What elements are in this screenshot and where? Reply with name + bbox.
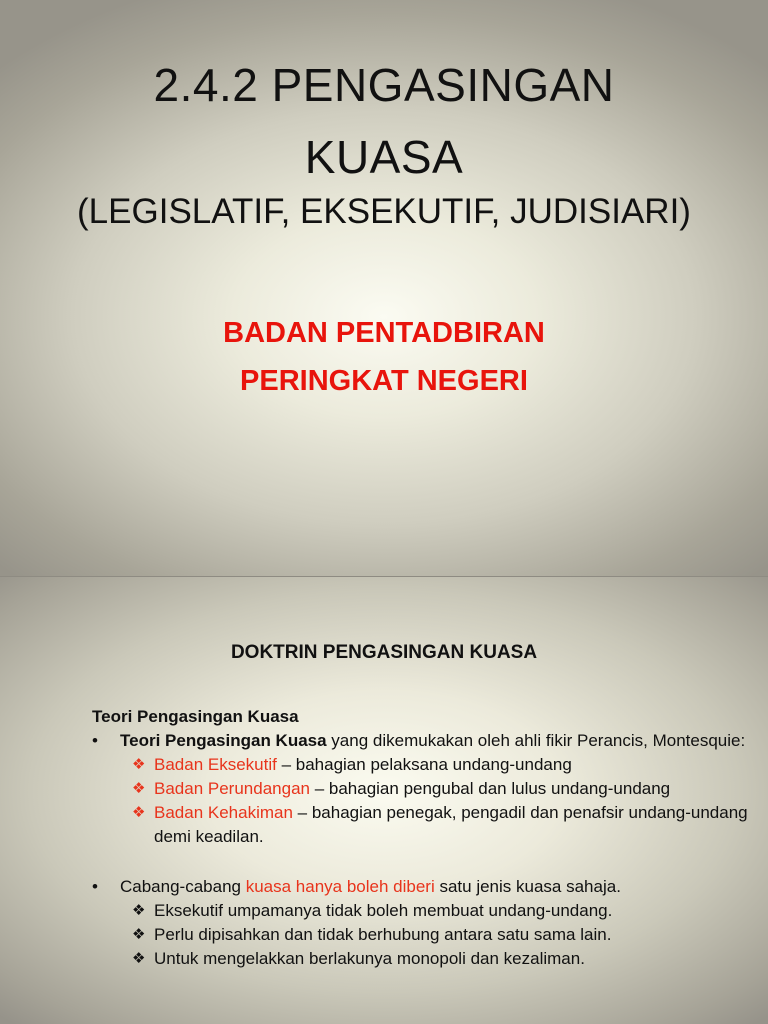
diamond-bullet-icon: ❖ xyxy=(132,926,146,943)
red-heading-line2: PERINGKAT NEGERI xyxy=(240,365,528,397)
slide-title-line1: 2.4.2 PENGASINGAN xyxy=(153,59,615,111)
bullet1-sublist xyxy=(92,753,752,849)
sub-item-text: Perlu dipisahkan dan tidak berhubung antara satu sama lain. xyxy=(154,925,612,944)
sub-item-text: Eksekutif umpamanya tidak boleh membuat undang-undang. xyxy=(154,901,613,920)
sub-item xyxy=(92,801,752,849)
sub-item-text: – bahagian penegak, pengadil dan penafsir undang-undang demi keadilan. xyxy=(154,803,748,846)
slide-subtitle: (LEGISLATIF, EKSEKUTIF, JUDISIARI) xyxy=(77,192,691,231)
sub-item xyxy=(92,923,752,947)
sub-item-highlight: Badan Perundangan xyxy=(154,779,310,798)
bullet2-highlight: kuasa hanya boleh diberi xyxy=(245,877,435,896)
bullet1-text: yang dikemukakan oleh ahli fikir Perancis, Montesquie: xyxy=(326,731,746,750)
sub-item-text: – bahagian pengubal dan lulus undang-undang xyxy=(309,779,671,798)
bullet2-text-after: satu jenis kuasa sahaja. xyxy=(434,877,621,896)
section-title: Teori Pengasingan Kuasa xyxy=(92,707,299,726)
bullet2-sublist xyxy=(92,899,752,971)
sub-item-text: Untuk mengelakkan berlakunya monopoli dan kezaliman. xyxy=(154,949,585,968)
slide-title-line2: KUASA xyxy=(304,131,464,183)
bullet2-text-before: Cabang-cabang xyxy=(120,877,246,896)
bullet-dot-icon: • xyxy=(92,877,98,896)
sub-item-highlight: Badan Eksekutif xyxy=(154,755,277,774)
sub-item xyxy=(92,753,752,777)
paragraph-gap xyxy=(92,849,752,875)
diamond-bullet-icon: ❖ xyxy=(132,902,146,919)
slide-body xyxy=(92,705,752,971)
sub-item xyxy=(92,777,752,801)
diamond-bullet-icon: ❖ xyxy=(132,780,146,797)
doctrine-heading: DOKTRIN PENGASINGAN KUASA xyxy=(230,642,538,663)
diamond-bullet-icon: ❖ xyxy=(132,756,146,773)
content-slide xyxy=(0,577,768,1024)
sub-item xyxy=(92,899,752,923)
bullet-dot-icon: • xyxy=(92,731,98,750)
sub-item-highlight: Badan Kehakiman xyxy=(154,803,293,822)
sub-item xyxy=(92,947,752,971)
bullet-item-2 xyxy=(92,875,752,899)
diamond-bullet-icon: ❖ xyxy=(132,950,146,967)
red-heading-line1: BADAN PENTADBIRAN xyxy=(223,317,545,349)
diamond-bullet-icon: ❖ xyxy=(132,804,146,821)
bullet-item-1 xyxy=(92,729,752,753)
sub-item-text: – bahagian pelaksana undang-undang xyxy=(276,755,572,774)
bullet1-bold-text: Teori Pengasingan Kuasa xyxy=(120,731,327,750)
